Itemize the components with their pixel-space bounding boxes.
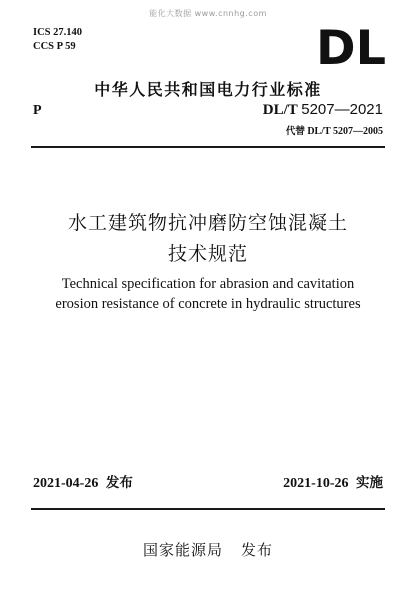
ics-code: ICS 27.140 — [33, 27, 83, 38]
standard-type-title: 中华人民共和国电力行业标准 — [94, 80, 322, 99]
supersede-line — [286, 123, 383, 137]
title-en-line2: erosion resistance of concrete in hydraulic structures — [55, 296, 361, 312]
standard-code — [263, 101, 383, 119]
issuer-action: 发布 — [241, 541, 274, 559]
issue-date: 2021-04-26 — [33, 476, 99, 491]
title-cn-line2: 技术规范 — [167, 243, 248, 265]
ccs-code: CCS P 59 — [33, 41, 76, 52]
issue-date-line — [33, 471, 133, 492]
watermark-text: 能化大数据 www.cnnhg.com — [149, 9, 267, 18]
bottom-divider — [31, 508, 385, 510]
code-prefix: DL/T — [262, 102, 298, 118]
implement-date: 2021-10-26 — [283, 476, 349, 491]
code-number: 5207—2021 — [301, 101, 383, 118]
title-cn-line1: 水工建筑物抗冲磨防空蚀混凝土 — [67, 212, 348, 234]
issue-label: 发布 — [105, 475, 133, 491]
supersede-code: DL/T 5207—2005 — [307, 126, 383, 137]
classification-block — [33, 26, 82, 54]
dl-logo — [316, 26, 386, 66]
category-code: P — [33, 103, 42, 118]
issuer-line — [0, 539, 416, 560]
implement-label: 实施 — [356, 475, 383, 491]
top-divider — [31, 146, 385, 148]
title-en-line1: Technical specification for abrasion and cavitation — [61, 276, 355, 292]
supersede-label: 代替 — [285, 126, 305, 137]
issuer-name: 国家能源局 — [142, 541, 223, 559]
implement-date-line — [283, 471, 383, 492]
dl-logo-text: DL — [316, 26, 386, 66]
